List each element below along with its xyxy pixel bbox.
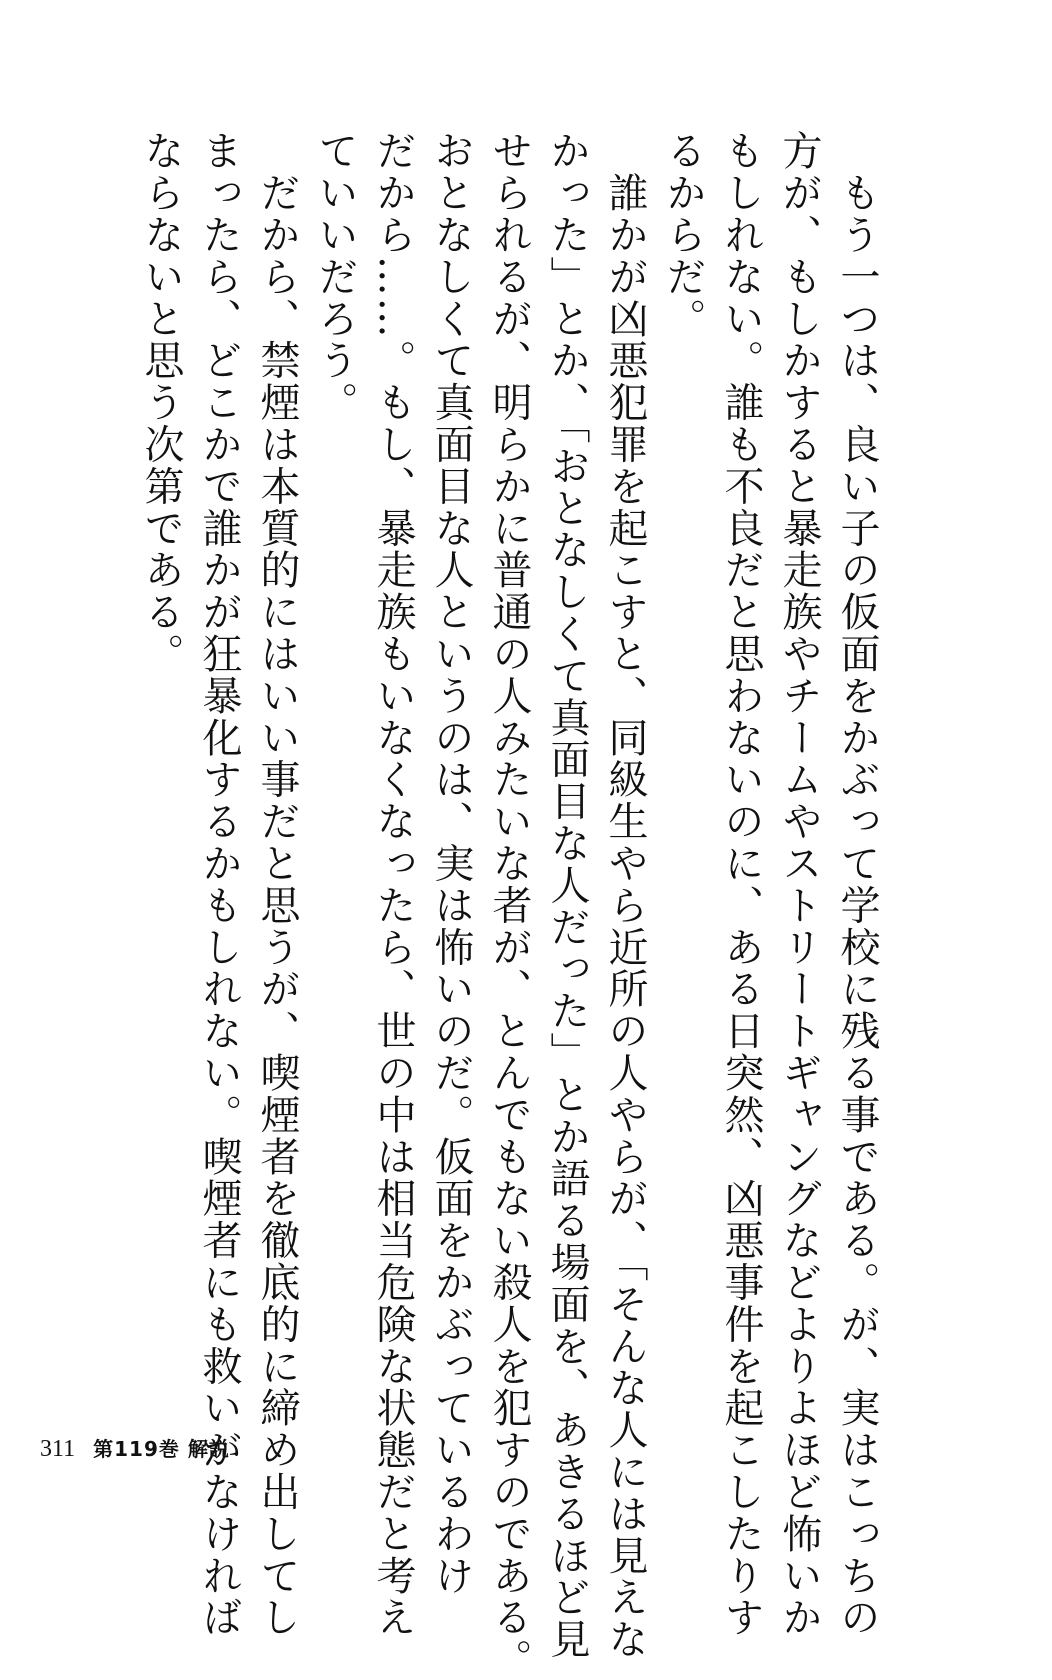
text-line: 方が、もしかすると暴走族やチームやストリートギャングなどよりよほど怖いか [776, 130, 822, 1639]
text-line: かった」とか、「おとなしくて真面目な人だった」とか語る場面を、あきるほど見 [544, 130, 590, 1661]
paragraph-1 [654, 130, 886, 1639]
text-line: まったら、どこかで誰かが狂暴化するかもしれない。喫煙者にも救いがなければ [196, 130, 242, 1639]
text-line: もう一つは、良い子の仮面をかぶって学校に残る事である。が、実はこっちの [834, 130, 880, 1639]
running-footer-title: 第119巻 解説 [93, 1437, 230, 1461]
text-line: せられるが、明らかに普通の人みたいな者が、とんでもない殺人を犯すのである。 [486, 130, 532, 1680]
page-footer [40, 1433, 230, 1463]
text-line: ならないと思う次第である。 [138, 130, 184, 675]
text-line: もしれない。誰も不良だと思わないのに、ある日突然、凶悪事件を起こしたりす [718, 130, 764, 1639]
text-line: 誰かが凶悪犯罪を起こすと、同級生やら近所の人やらが、「そんな人には見えな [602, 130, 648, 1661]
page-number: 311 [40, 1436, 76, 1462]
text-line: ていいだろう。 [312, 130, 358, 424]
text-line: るからだ。 [660, 130, 706, 340]
paragraph-2 [306, 130, 654, 1680]
text-line: おとなしくて真面目な人というのは、実は怖いのだ。仮面をかぶっているわけ [428, 130, 474, 1597]
text-line: だから……。もし、暴走族もいなくなったら、世の中は相当危険な状態だと考え [370, 130, 416, 1639]
text-line: だから、禁煙は本質的にはいい事だと思うが、喫煙者を徹底的に締め出してし [254, 130, 300, 1639]
